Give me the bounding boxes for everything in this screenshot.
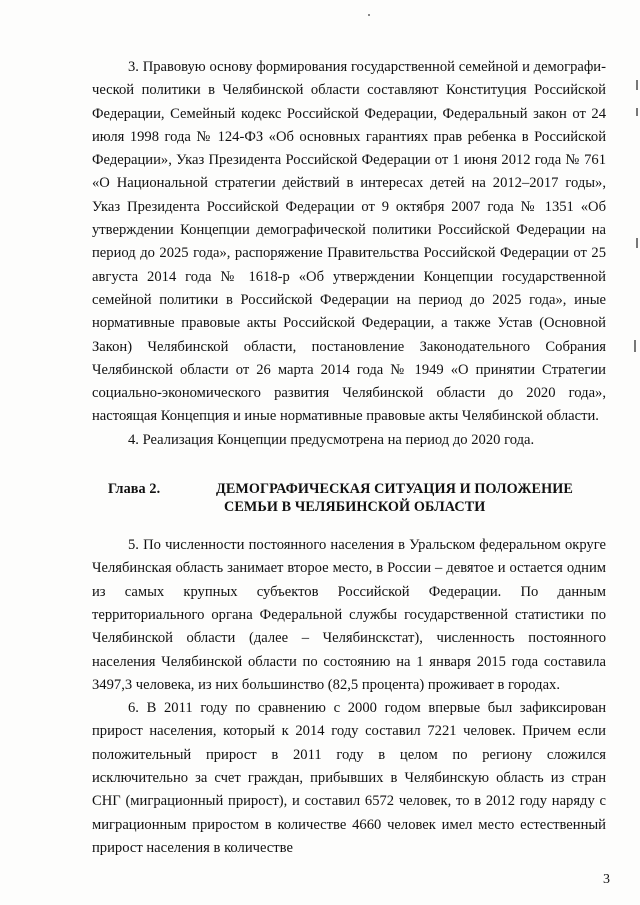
paragraph-4: 4. Реализация Концепции предусмотрена на период до 2020 года. — [128, 431, 535, 448]
paragraph-6: 6. В 2011 году по сравнению с 2000 годом впервые был зафиксирован прирост населения, который к 2014 году составил 7221 человек. Причем если положительный прирост в 2011 году в целом по региону сложился исключительно за счет граждан, прибывших в Челябинскую область из стран СНГ (миграционный прирост), и составил 6572 человек, то в 2012 году наряду с миграционным приростом в количестве 4660 человек имел место естественный прирост населения в количестве — [92, 700, 606, 856]
paragraph-5: 5. По численности постоянного населения в Уральском федеральном округе Челябинская область занимает второе место, в России – девятое и остается одним из самых крупных субъектов Российской Федерации. По данным территориального органа Федеральной службы государственной статистики по Челябинской области (далее – Челябинскстат), численность постоянного населения Челябинской области по состоянию на 1 января 2015 года составила 3497,3 человека, из них большинство (82,5 процента) проживает в городах. — [92, 537, 606, 693]
chapter-number: Глава 2. — [108, 481, 161, 498]
scan-edge-mark — [634, 340, 636, 352]
scan-edge-mark — [636, 108, 638, 116]
scan-speck — [368, 14, 370, 16]
scan-edge-mark — [636, 238, 638, 248]
chapter-title-line-2: СЕМЬИ В ЧЕЛЯБИНСКОЙ ОБЛАСТИ — [224, 499, 486, 516]
scan-edge-mark — [636, 80, 638, 90]
page-number: 3 — [603, 872, 610, 887]
chapter-title-line-1: ДЕМОГРАФИЧЕСКАЯ СИТУАЦИЯ И ПОЛОЖЕНИЕ — [216, 481, 573, 498]
chapter-title — [186, 480, 606, 516]
document-body — [92, 56, 606, 860]
chapter-heading — [92, 480, 606, 516]
paragraph-3: 3. Правовую основу формирования государственной семейной и демографической политики в Челябинской области составляют Конституция Российской Федерации, Семейный кодекс Российской Федерации, Федеральный закон от 24 июля 1998 года № 124-ФЗ «Об основных гарантиях прав ребенка в Российской Федерации», Указ Президента Российской Федерации от 1 июня 2012 года № 761 «О Национальной стратегии действий в интересах детей на 2012–2017 годы», Указ Президента Российской Федерации от 9 октября 2007 года № 1351 «Об утверждении Концепции демографической политики Российской Федерации на период до 2025 года», распоряжение Правительства Российской Федерации от 25 августа 2014 года № 1618-р «Об утверждении Концепции государственной семейной политики в Российской Федерации на период до 2025 года», иные нормативные правовые акты Российской Федерации, а также Устав (Основной Закон) Челябинской области, постановление Законодательного Собрания Челябинской области от 26 марта 2014 года № 1949 «О принятии Стратегии социально-экономического развития Челябинской области до 2020 года», настоящая Концепция и иные нормативные правовые акты Челябинской области. — [92, 59, 606, 425]
